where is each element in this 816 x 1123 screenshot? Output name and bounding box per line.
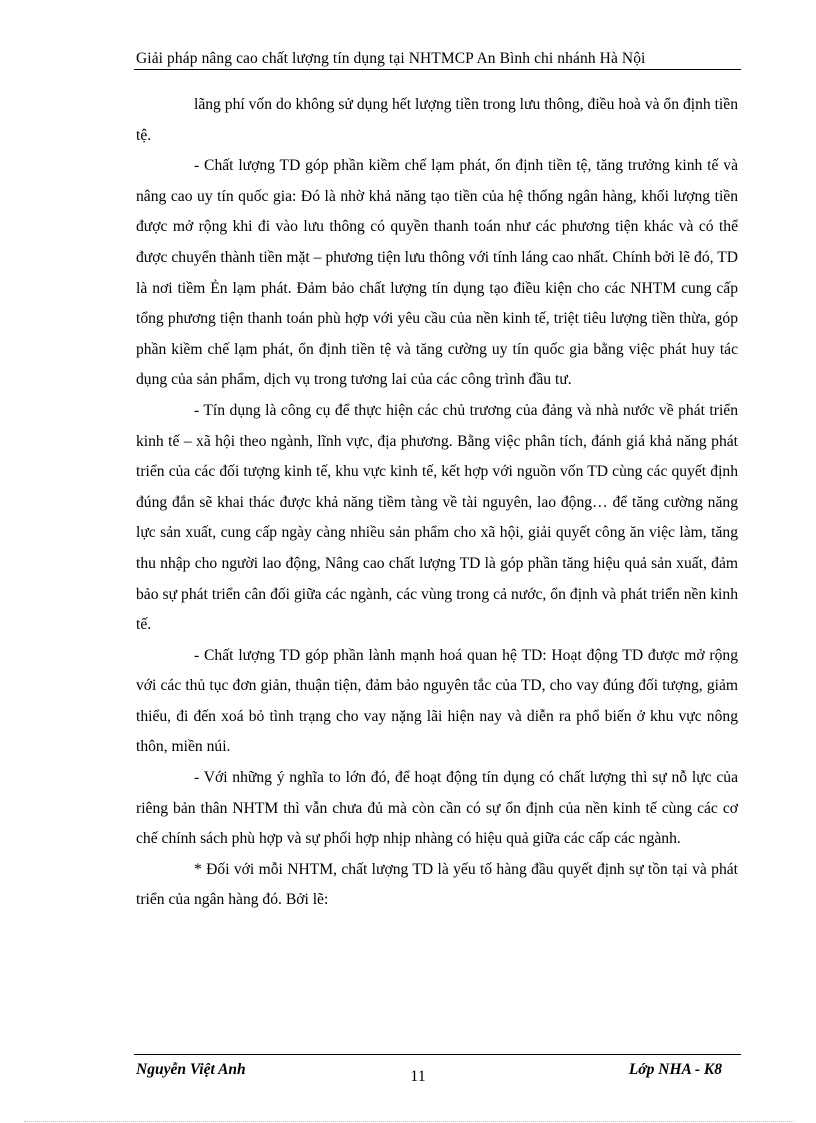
- body-text: [136, 90, 738, 916]
- paragraph-healthy-relations: - Chất lượng TD góp phần lành mạnh hoá quan hệ TD: Hoạt động TD được mở rộng với các thủ tục đơn giản, thuận tiện, đảm bảo nguyên tắc của TD, cho vay đúng đối tượng, giảm thiểu, đi đến xoá bỏ tình trạng cho vay nặng lãi hiện nay và diễn ra phổ biến ở khu vực nông thôn, miền núi.: [136, 646, 738, 756]
- footer-divider: [134, 1054, 741, 1055]
- paragraph-policy-tool: - Tín dụng là công cụ để thực hiện các chủ trương của đảng và nhà nước về phát triển kinh tế – xã hội theo ngành, lĩnh vực, địa phương. Bằng việc phân tích, đánh giá khả năng phát triển của các đối tượng kinh tế, khu vực kinh tế, kết hợp với nguồn vốn TD cùng các quyết định đúng đắn sẽ khai thác được khả năng tiềm tàng về tài nguyên, lao động… để tăng cường năng lực sản xuất, cung cấp ngày càng nhiều sản phẩm cho xã hội, giải quyết công ăn việc làm, tăng thu nhập cho người lao động, Nâng cao chất lượng TD là góp phần tăng hiệu quả sản xuất, đảm bảo sự phát triển cân đối giữa các ngành, các vùng trong cả nước, ổn định và phát triển nền kinh tế.: [136, 401, 738, 634]
- footer-class: Lớp NHA - K8: [628, 1061, 722, 1078]
- page-number: 11: [410, 1068, 426, 1085]
- header-divider: [134, 69, 741, 70]
- page-edge-marker: [24, 1121, 794, 1122]
- paragraph-inflation-control: - Chất lượng TD góp phần kiềm chế lạm phát, ổn định tiền tệ, tăng trưởng kinh tế và nâng cao uy tín quốc gia: Đó là nhờ khả năng tạo tiền của hệ thống ngân hàng, khối lượng tiền được mở rộng khi đi vào lưu thông có quyền thanh toán như các phương tiện khác và có thể được chuyển thành tiền mặt – phương tiện lưu thông với tính láng cao nhất. Chính bởi lẽ đó, TD là nơi tiềm Ẻn lạm phát. Đảm bảo chất lượng tín dụng tạo điều kiện cho các NHTM cung cấp tổng phương tiện thanh toán phù hợp với yêu cầu của nền kinh tế, triệt tiêu lượng tiền thừa, góp phần kiềm chế lạm phát, ổn định tiền tệ và tăng cường uy tín quốc gia bằng việc phát huy tác dụng của sản phẩm, dịch vụ trong tương lai của các công trình đầu tư.: [136, 157, 738, 389]
- footer-author: Nguyễn Việt Anh: [136, 1061, 246, 1078]
- paragraph-for-each-bank: * Đối với mỗi NHTM, chất lượng TD là yếu tố hàng đầu quyết định sự tồn tại và phát triển của ngân hàng đó. Bởi lẽ:: [136, 860, 738, 909]
- running-header-title: Giải pháp nâng cao chất lượng tín dụng tại NHTMCP An Bình chi nhánh Hà Nội: [136, 50, 646, 67]
- paragraph-continuation: lãng phí vốn do không sử dụng hết lượng tiền trong lưu thông, điều hoà và ổn định tiền tệ.: [136, 96, 738, 144]
- paragraph-significance: - Với những ý nghĩa to lớn đó, để hoạt động tín dụng có chất lượng thì sự nỗ lực của riêng bản thân NHTM thì vẫn chưa đủ mà còn cần có sự ổn định của nền kinh tế cùng các cơ chế chính sách phù hợp và sự phối hợp nhịp nhàng có hiệu quả giữa các cấp các ngành.: [136, 769, 738, 848]
